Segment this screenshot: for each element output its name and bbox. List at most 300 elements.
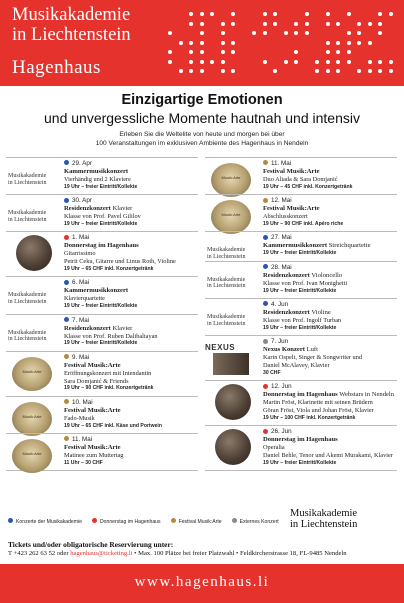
legend: [8, 518, 289, 525]
category-dot-icon: [64, 160, 69, 165]
thumb-logo-line-2: in Liechtenstein: [8, 336, 47, 343]
legend-label: Konzerte der Musikakademie: [16, 518, 82, 525]
event-price: 19 Uhr – freier Eintritt/Kollekte: [64, 340, 138, 347]
event-date-text: 9. Mai: [72, 353, 90, 361]
decor-dot: [294, 50, 298, 54]
event-description: Martin Fröst, Klarinette mit seinen Brüdern: [263, 399, 373, 407]
brand-line-1: Musikakademie: [12, 5, 131, 25]
artist-photo: [16, 235, 52, 271]
decor-dot: [326, 12, 330, 16]
decor-dot: [231, 22, 235, 26]
event-item[interactable]: [205, 157, 397, 194]
decor-dot: [326, 60, 330, 64]
event-date-text: 26. Jun: [271, 428, 292, 436]
decor-dot: [326, 41, 330, 45]
decor-dot: [221, 50, 225, 54]
event-title-text: Residenzkonzert: [263, 271, 310, 279]
artist-photo: [213, 353, 249, 375]
event-date-text: 11. Mai: [72, 436, 93, 444]
decor-dot: [231, 69, 235, 73]
thumb-logo-line-2: in Liechtenstein: [8, 216, 47, 223]
event-date-text: 7. Jun: [271, 338, 289, 346]
category-dot-icon: [263, 264, 268, 269]
event-date: [263, 264, 397, 272]
decor-dot: [252, 31, 256, 35]
event-date: [263, 383, 397, 391]
event-date: [64, 399, 198, 407]
thumb-logo-line-2: in Liechtenstein: [207, 283, 246, 290]
event-date: [263, 301, 397, 309]
event-title-text: Nexus Konzert: [263, 346, 305, 354]
event-thumbnail: [205, 429, 259, 467]
event-title: [263, 309, 397, 317]
intro-line-1: Erleben Sie die Weltelite von heute und morgen bei über: [119, 131, 285, 138]
event-title: [263, 346, 397, 354]
decor-dot: [336, 50, 340, 54]
event-description: Gitarrissimo: [64, 250, 96, 258]
event-title: [64, 444, 198, 452]
event-description: Klavierquartette: [64, 295, 105, 303]
legend-item: [232, 519, 279, 525]
event-description: Duo Aliada & Sara Domjanić: [263, 176, 338, 183]
main-subtitle: und unvergessliche Momente hautnah und intensiv: [44, 110, 360, 126]
event-date-text: 27. Mai: [271, 234, 292, 242]
decor-dot: [168, 50, 172, 54]
decor-dot: [200, 12, 204, 16]
footer-logo-line-1: Musikakademie: [290, 508, 358, 519]
event-details: [64, 352, 198, 396]
event-item[interactable]: [205, 298, 397, 335]
decor-dot: [357, 41, 361, 45]
nexus-logo: NEXUS: [205, 343, 236, 353]
event-title-text: Residenzkonzert: [64, 205, 111, 213]
event-date-text: 1. Mai: [72, 234, 90, 242]
event-title-text: Festival Musik:Arte: [64, 406, 121, 414]
event-date-text: 12. Mai: [271, 197, 292, 205]
event-date-text: 29. Apr: [72, 160, 92, 167]
event-date: [263, 428, 397, 436]
category-dot-icon: [263, 301, 268, 306]
tickets-details: • Max. 100 Plätze bei freier Platzwahl • Feldkircherstrasse 18, FL-9485 Nendeln: [132, 550, 347, 557]
event-title-text: Residenzkonzert: [263, 309, 310, 317]
event-item[interactable]: [6, 157, 198, 194]
footer-logo-line-2: in Liechtenstein: [290, 519, 358, 530]
event-title: [263, 205, 397, 213]
event-date: [263, 197, 397, 205]
intro-text: [60, 130, 344, 148]
event-item[interactable]: [6, 194, 198, 231]
thumb-logo-line-1: Musikakademie: [8, 173, 47, 179]
event-details: [64, 195, 198, 231]
event-details: [64, 434, 198, 470]
decor-dot: [273, 12, 277, 16]
event-price: 30 CHF: [263, 369, 281, 376]
festival-emblem: [12, 402, 52, 436]
decor-dot: [231, 50, 235, 54]
category-dot-icon: [263, 384, 268, 389]
festival-emblem-label: Musik:Arte: [221, 212, 241, 218]
event-date-text: 6. Mai: [72, 279, 90, 287]
decor-dot: [378, 31, 382, 35]
decor-dot: [347, 31, 351, 35]
decor-dot: [168, 31, 172, 35]
decor-dot: [221, 22, 225, 26]
legend-label: Externes Konzert: [239, 518, 279, 525]
event-type: Klavier: [112, 205, 133, 213]
event-description: Daniel McAlavey, Klavier: [263, 362, 330, 370]
decor-dot: [179, 41, 183, 45]
decor-dot: [378, 69, 382, 73]
event-date: [64, 234, 198, 242]
decor-dot: [273, 22, 277, 26]
decor-dot: [305, 22, 309, 26]
event-details: [263, 426, 397, 470]
decor-dot: [347, 60, 351, 64]
event-item[interactable]: [205, 231, 397, 260]
tickets-heading: Tickets und/oder obligatorische Reservierung unter:: [8, 540, 174, 549]
decor-dot: [221, 31, 225, 35]
thumb-logo-line-1: Musikakademie: [207, 247, 246, 254]
tickets-info: [8, 550, 347, 557]
event-item[interactable]: [6, 433, 198, 471]
thumb-logo-line-1: Musikakademie: [207, 276, 246, 283]
event-price: 19 Uhr – 65 CHF inkl. Konzertgetränk: [64, 266, 154, 272]
event-description: Klasse von Prof. Ingolf Turban: [263, 317, 342, 325]
decor-dot: [378, 60, 382, 64]
event-description: Klasse von Prof. Ivan Monighetti: [263, 279, 348, 287]
legend-label: Donnerstag im Hagenhaus: [99, 518, 161, 525]
festival-emblem: [211, 200, 251, 234]
decor-dot: [200, 41, 204, 45]
event-details: [263, 232, 397, 260]
category-dot-icon: [263, 429, 268, 434]
event-price: 19 Uhr – freier Eintritt/Kollekte: [263, 324, 337, 331]
decor-dot: [284, 31, 288, 35]
decor-dot: [200, 60, 204, 64]
event-details: [263, 195, 397, 231]
decor-dot: [200, 69, 204, 73]
event-description: Operalia: [263, 444, 285, 452]
event-date-text: 11. Mai: [271, 160, 292, 167]
event-type: Webstars in Nendeln: [339, 391, 395, 399]
event-details: [64, 315, 198, 351]
event-date: [263, 160, 397, 168]
festival-emblem: [211, 163, 251, 197]
event-price: 19 Uhr – 45 CHF inkl. Konzertgetränk: [263, 183, 353, 190]
event-description: Klasse von Prof. Ruben Dalibaltayan: [64, 332, 158, 340]
legend-label: Festival Musik:Arte: [178, 518, 222, 525]
event-title: [64, 362, 198, 370]
legend-item: [8, 519, 82, 525]
decor-dot: [305, 31, 309, 35]
event-date: [64, 436, 198, 444]
decor-dot: [305, 12, 309, 16]
decor-dot: [336, 22, 340, 26]
event-title: [64, 242, 198, 250]
decor-dot: [336, 69, 340, 73]
event-title: [64, 287, 198, 295]
decor-dot: [347, 41, 351, 45]
artist-photo: [215, 384, 251, 420]
event-title-text: Kammermusikkonzert: [64, 287, 129, 295]
event-price: 19 Uhr – 100 CHF inkl. Konzertgetränk: [263, 414, 356, 421]
decor-dot: [315, 69, 319, 73]
thumb-logo-line-1: Musikakademie: [8, 329, 47, 336]
event-date: [64, 197, 198, 205]
decor-dot: [347, 12, 351, 16]
venue-name: Hagenhaus: [12, 57, 101, 78]
decor-dot: [263, 12, 267, 16]
event-description: Sara Domjanić & Friends: [64, 377, 129, 385]
event-details: [263, 336, 397, 380]
event-title-text: Festival Musik:Arte: [64, 444, 121, 452]
event-price: 19 Uhr – 90 CHF inkl. Konzertgetränk: [64, 385, 154, 392]
event-details: [64, 232, 198, 276]
decor-dot: [368, 41, 372, 45]
event-title-text: Donnerstag im Hagenhaus: [64, 242, 139, 250]
event-date: [263, 338, 397, 346]
event-date: [64, 354, 198, 362]
main-title: Einzigartige Emotionen: [121, 92, 283, 108]
decor-dot: [368, 69, 372, 73]
legend-dot-icon: [92, 518, 97, 523]
category-dot-icon: [64, 399, 69, 404]
artist-photo: [215, 429, 251, 465]
event-description: Matinee zum Muttertag: [64, 452, 124, 460]
decor-dot: [347, 50, 351, 54]
decor-dot: [231, 12, 235, 16]
event-date-text: 4. Jun: [271, 301, 289, 309]
event-thumbnail: [205, 339, 259, 381]
event-type: Luft: [306, 346, 318, 354]
tickets-email-link[interactable]: hagenhaus@ticketing.li: [70, 550, 133, 557]
decor-dot: [294, 60, 298, 64]
thumb-logo-line-2: in Liechtenstein: [207, 253, 246, 260]
event-description: Eröffnungskonzert mit Intendantin: [64, 369, 152, 377]
category-dot-icon: [263, 235, 268, 240]
event-title: [64, 168, 198, 176]
decor-dot: [200, 31, 204, 35]
category-dot-icon: [263, 160, 268, 165]
event-price: 11 Uhr – 30 CHF: [64, 459, 103, 466]
category-dot-icon: [64, 354, 69, 359]
event-price: 19 Uhr – freier Eintritt/Kollekte: [263, 459, 337, 466]
decor-dot: [200, 50, 204, 54]
event-item[interactable]: [6, 396, 198, 433]
event-item[interactable]: [205, 380, 397, 425]
decor-dot: [168, 60, 172, 64]
decor-dot: [326, 50, 330, 54]
decor-dot: [200, 22, 204, 26]
decor-dot: [231, 41, 235, 45]
category-dot-icon: [64, 280, 69, 285]
event-price: 19 Uhr – freier Eintritt/Kollekte: [64, 183, 138, 190]
event-item[interactable]: [6, 314, 198, 351]
decor-dot: [263, 31, 267, 35]
decor-dot: [189, 22, 193, 26]
legend-dot-icon: [171, 518, 176, 523]
event-title-text: Donnerstag im Hagenhaus: [263, 391, 338, 399]
event-price: 19 Uhr – freier Eintritt/Kollekte: [64, 221, 138, 227]
event-title: [64, 205, 198, 213]
event-title-text: Festival Musik:Arte: [263, 168, 320, 175]
event-description: Karin Ospelt, Singer & Songwriter und: [263, 354, 362, 362]
event-title-text: Residenzkonzert: [64, 324, 111, 332]
category-dot-icon: [64, 436, 69, 441]
footer-banner: [0, 564, 404, 603]
event-thumbnail: [6, 355, 60, 393]
thumb-logo-line-2: in Liechtenstein: [8, 298, 47, 305]
event-date-text: 12. Jun: [271, 383, 292, 391]
event-title-text: Kammermusikkonzert: [64, 168, 129, 175]
event-item[interactable]: [6, 351, 198, 396]
festival-emblem-label: Musik:Arte: [221, 175, 241, 180]
decor-dot: [189, 69, 193, 73]
braille-dots-decoration: [168, 12, 400, 78]
event-thumbnail: [6, 235, 60, 273]
event-price: 19 Uhr – freier Eintritt/Kollekte: [64, 303, 138, 310]
festival-emblem-label: Musik:Arte: [22, 368, 42, 374]
event-price: 19 Uhr – 65 CHF inkl. Käse und Portwein: [64, 422, 162, 429]
event-item[interactable]: [205, 335, 397, 380]
event-type: Streichquartette: [328, 242, 371, 250]
thumb-logo-line-2: in Liechtenstein: [8, 179, 47, 186]
legend-dot-icon: [232, 518, 237, 523]
event-item[interactable]: [205, 261, 397, 298]
decor-dot: [189, 41, 193, 45]
event-item[interactable]: [6, 231, 198, 276]
festival-emblem: [12, 439, 52, 473]
decor-dot: [368, 22, 372, 26]
decor-dot: [378, 12, 382, 16]
category-dot-icon: [263, 339, 268, 344]
event-details: [64, 277, 198, 313]
event-date-text: 30. Apr: [72, 197, 92, 205]
decor-dot: [221, 69, 225, 73]
event-details: [263, 299, 397, 335]
category-dot-icon: [64, 317, 69, 322]
event-thumbnail: [6, 437, 60, 475]
thumb-logo-line-2: in Liechtenstein: [207, 320, 246, 327]
decor-dot: [210, 60, 214, 64]
event-price: 19 Uhr – 90 CHF inkl. Apéro riche: [263, 221, 344, 227]
decor-dot: [189, 50, 193, 54]
event-description: Vierhändig und 2 Klaviere: [64, 176, 131, 183]
event-date-text: 10. Mai: [72, 398, 93, 406]
decor-dot: [284, 60, 288, 64]
event-item[interactable]: [205, 425, 397, 471]
event-title-text: Festival Musik:Arte: [64, 361, 121, 369]
category-dot-icon: [64, 198, 69, 203]
event-description: Daniel Behle, Tenor und Akemi Murakami, Klavier: [263, 452, 393, 460]
thumb-logo-line-1: Musikakademie: [207, 314, 246, 321]
category-dot-icon: [263, 198, 268, 203]
event-thumbnail: [205, 384, 259, 422]
event-title: [263, 242, 397, 250]
event-list-left: [6, 157, 198, 471]
decor-dot: [336, 60, 340, 64]
thumb-logo-line-1: Musikakademie: [8, 292, 47, 299]
legend-item: [92, 519, 161, 525]
decor-dot: [221, 41, 225, 45]
decor-dot: [378, 22, 382, 26]
event-title-text: Kammermusikkonzert: [263, 242, 328, 250]
tickets-phone: T +423 262 63 52 oder: [8, 550, 71, 557]
decor-dot: [189, 12, 193, 16]
event-title: [64, 407, 198, 415]
event-date: [64, 160, 198, 168]
event-details: [64, 158, 198, 194]
event-description: Klasse von Prof. Pavel Gililov: [64, 213, 141, 221]
event-details: [263, 381, 397, 425]
event-title: [263, 436, 397, 444]
decor-dot: [294, 31, 298, 35]
event-details: [263, 262, 397, 298]
festival-emblem: [12, 357, 52, 391]
decor-dot: [179, 69, 183, 73]
decor-dot: [389, 12, 393, 16]
event-title: [64, 325, 198, 333]
event-price: 19 Uhr – freier Eintritt/Kollekte: [263, 250, 337, 257]
event-description: Petrit Ceku, Gitarre und Linus Roth, Violine: [64, 258, 176, 266]
event-item[interactable]: [205, 194, 397, 231]
category-dot-icon: [64, 235, 69, 240]
website-link[interactable]: www.hagenhaus.li: [134, 574, 270, 590]
decor-dot: [189, 60, 193, 64]
decor-dot: [336, 41, 340, 45]
event-details: [64, 397, 198, 433]
decor-dot: [263, 22, 267, 26]
legend-item: [171, 519, 222, 525]
legend-dot-icon: [8, 518, 13, 523]
event-price: 19 Uhr – freier Eintritt/Kollekte: [263, 287, 337, 294]
event-date: [263, 234, 397, 242]
brand-logo: [12, 5, 131, 45]
decor-dot: [273, 69, 277, 73]
event-date-text: 7. Mai: [72, 316, 90, 324]
decor-dot: [315, 60, 319, 64]
decor-dot: [221, 60, 225, 64]
intro-line-2: 100 Veranstaltungen im exklusiven Ambiente des Hagenhaus in Nendeln: [95, 140, 309, 147]
decor-dot: [389, 69, 393, 73]
decor-dot: [326, 22, 330, 26]
event-description: Fado-Musik: [64, 414, 95, 422]
brand-line-2: in Liechtenstein: [12, 25, 131, 45]
event-date: [64, 317, 198, 325]
decor-dot: [389, 60, 393, 64]
event-date-text: 28. Mai: [271, 263, 292, 271]
decor-dot: [263, 60, 267, 64]
event-type: Violine: [311, 309, 331, 317]
event-details: [263, 158, 397, 194]
header-banner: [0, 0, 404, 86]
decor-dot: [368, 60, 372, 64]
decor-dot: [357, 22, 361, 26]
event-list-right: [205, 157, 397, 471]
event-type: Klavier: [112, 324, 133, 332]
event-title: [263, 391, 397, 399]
event-title-text: Donnerstag im Hagenhaus: [263, 436, 338, 444]
event-date: [64, 279, 198, 287]
decor-dot: [210, 12, 214, 16]
event-title-text: Festival Musik:Arte: [263, 205, 320, 213]
event-description: Abschlusskonzert: [263, 213, 308, 221]
festival-emblem-label: Musik:Arte: [22, 451, 42, 457]
event-item[interactable]: [6, 276, 198, 313]
festival-emblem-label: Musik:Arte: [22, 413, 42, 419]
event-description: Göran Fröst, Viola und Johan Fröst, Klavier: [263, 407, 374, 415]
thumb-logo-line-1: Musikakademie: [8, 210, 47, 217]
